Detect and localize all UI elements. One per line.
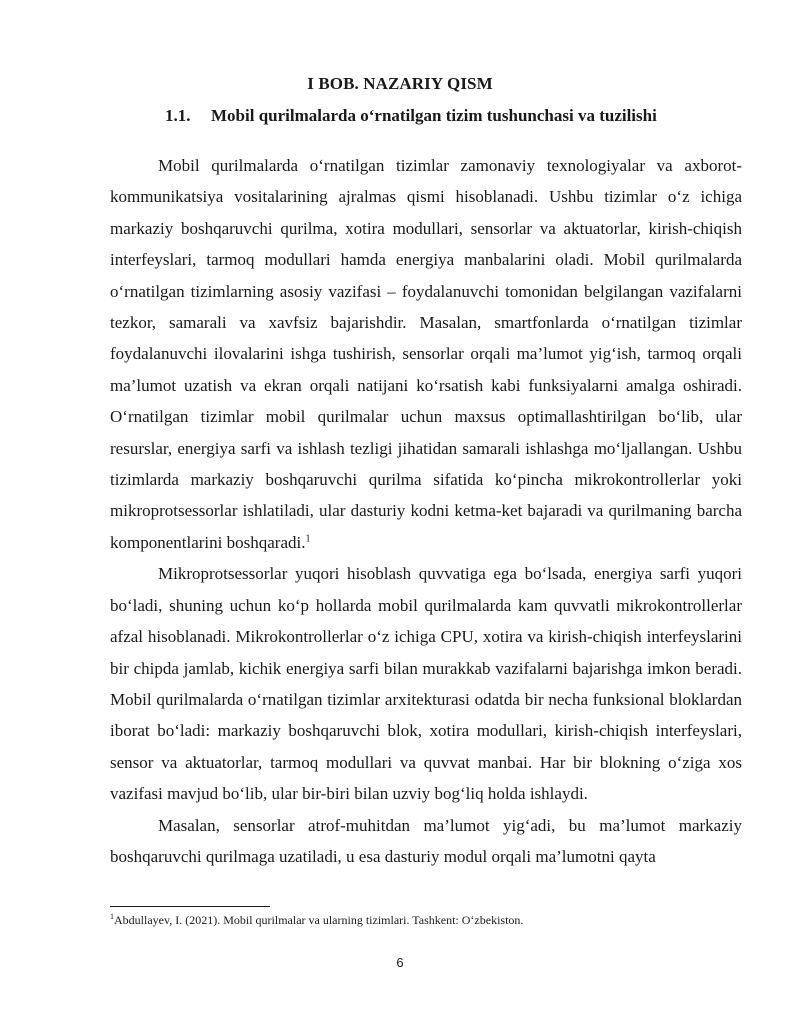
paragraph-1-text: Mobil qurilmalarda o‘rnatilgan tizimlar zamonaviy texnologiyalar va axborot-kommunikatsiya vositalarining ajralmas qismi hisoblanadi. Ushbu tizimlar o‘z ichiga markaziy boshqaruvchi qurilma, xotira modullari, sensorlar va aktuatorlar, kirish-chiqish interfeyslari, tarmoq modullari hamda energiya manbalarini oladi. Mobil qurilmalarda o‘rnatilgan tizimlarning asosiy vazifasi – foydalanuvchi tomonidan belgilangan vazifalarni tezkor, samarali va xavfsiz bajarishdir. Masalan, smartfonlarda o‘rnatilgan tizimlar foydalanuvchi ilovalarini ishga tushirish, sensorlar orqali ma’lumot yig‘ish, tarmoq orqali ma’lumot uzatish va ekran orqali natijani ko‘rsatish kabi funksiyalarni amalga oshiradi. O‘rnatilgan tizimlar mobil qurilmalar uchun maxsus optimallashtirilgan bo‘lib, ular resurslar, energiya sarfi va ishlash tezligi jihatidan samarali ishlashga mo‘ljallangan. Ushbu tizimlarda markaziy boshqaruvchi qurilma sifatida ko‘pincha mikrokontrollerlar yoki mikroprotsessorlar ishlatiladi, ular dasturiy kodni ketma-ket bajaradi va qurilmaning barcha komponentlarini boshqaradi.: [110, 156, 742, 552]
paragraph-3-text: Masalan, sensorlar atrof-muhitdan ma’lumot yig‘adi, bu ma’lumot markaziy boshqaruvchi qurilmaga uzatiladi, u esa dasturiy modul orqali ma’lumotni qayta: [110, 815, 742, 866]
paragraph-1: [110, 150, 742, 558]
paragraph-3: [110, 810, 742, 873]
page-number: 6: [396, 955, 404, 970]
paragraph-2-text: Mikroprotsessorlar yuqori hisoblash quvvatiga ega bo‘lsada, energiya sarfi yuqori bo‘ladi, shuning uchun ko‘p hollarda mobil qurilmalarda kam quvvatli mikrokontrollerlar afzal hisoblanadi. Mikrokontrollerlar o‘z ichiga CPU, xotira va kirish-chiqish interfeyslarini bir chipda jamlab, kichik energiya sarfi bilan murakkab vazifalarni bajarishga imkon beradi. Mobil qurilmalarda o‘rnatilgan tizimlar arxitekturasi odatda bir necha funksional bloklardan iborat bo‘ladi: markaziy boshqaruvchi blok, xotira modullari, kirish-chiqish interfeyslari, sensor va aktuatorlar, tarmoq modullari va quvvat manbai. Har bir blokning o‘ziga xos vazifasi mavjud bo‘lib, ular bir-biri bilan uzviy bog‘liq holda ishlaydi.: [110, 564, 742, 804]
section-heading: [165, 106, 657, 126]
footnote: [110, 912, 742, 928]
section-title: Mobil qurilmalarda o‘rnatilgan tizim tushunchasi va tuzilishi: [211, 106, 657, 125]
footnote-reference[interactable]: 1: [305, 533, 311, 545]
footnote-mark: 1: [110, 912, 114, 921]
section-number: 1.1.: [165, 106, 191, 125]
footnote-text: Abdullayev, I. (2021). Mobil qurilmalar va ularning tizimlari. Tashkent: O‘zbekiston.: [114, 913, 524, 927]
chapter-title: I BOB. NAZARIY QISM: [307, 74, 493, 93]
footnote-separator: [110, 906, 270, 907]
body-text: [110, 150, 742, 872]
paragraph-2: [110, 558, 742, 809]
